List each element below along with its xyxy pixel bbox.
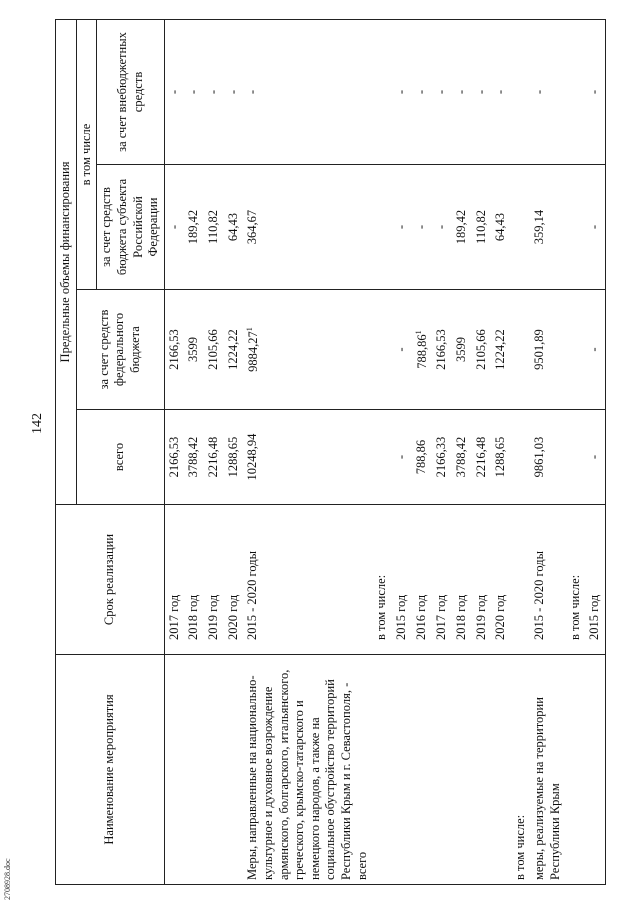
row-extra-cell-text: -	[473, 89, 488, 95]
footer-filename: 2708928.doc	[3, 858, 12, 900]
row-name-cell	[412, 655, 433, 885]
row-subject-cell	[224, 165, 244, 290]
row-extra-cell-text: -	[493, 89, 508, 95]
row-name-cell-text: меры, реализуемые на территории Республики Крым	[532, 697, 563, 880]
row-total-cell	[243, 410, 372, 505]
row-extra-cell-text: -	[434, 89, 449, 95]
row-extra-cell-text: -	[453, 89, 468, 95]
row-name-cell	[184, 655, 204, 885]
row-subject-cell	[164, 165, 184, 290]
row-extra-cell	[372, 19, 392, 164]
row-name-cell	[530, 655, 565, 885]
table-row	[224, 19, 244, 884]
row-extra-cell	[392, 19, 412, 164]
row-federal-cell	[491, 290, 511, 410]
row-total-cell	[412, 410, 433, 505]
row-federal-cell-text: 3599	[453, 337, 468, 362]
row-name-cell	[392, 655, 412, 885]
row-subject-cell	[412, 165, 433, 290]
row-extra-cell	[224, 19, 244, 164]
header-group: Предельные объемы финансирования	[56, 19, 77, 504]
row-federal-cell-text: -	[587, 347, 602, 352]
row-federal-cell-text: 1224,22	[493, 329, 508, 370]
row-term-cell-text: 2015 - 2020 годы	[532, 550, 547, 640]
row-extra-cell	[204, 19, 224, 164]
row-subject-cell-text: -	[393, 224, 408, 230]
row-federal-cell-text: 2105,66	[206, 329, 220, 370]
row-term-cell-text: 2017 год	[434, 594, 449, 640]
row-subject-cell	[184, 165, 204, 290]
header-federal: за счет средств федерального бюджета	[76, 290, 164, 410]
row-name-cell	[204, 655, 224, 885]
row-federal-cell	[530, 290, 565, 410]
row-federal-cell	[472, 290, 492, 410]
row-extra-cell	[511, 19, 531, 164]
row-total-cell-text: 1288,65	[225, 436, 240, 478]
row-federal-cell	[204, 290, 224, 410]
row-subject-cell	[566, 165, 586, 290]
row-name-cell	[491, 655, 511, 885]
table-row	[491, 19, 511, 884]
row-subject-cell	[452, 165, 472, 290]
row-total-cell-text: 3788,42	[186, 436, 201, 478]
row-federal-cell	[392, 290, 412, 410]
row-total-cell-text: -	[393, 454, 408, 460]
row-subject-cell	[585, 165, 605, 290]
row-total-cell-text: 3788,42	[453, 436, 468, 478]
row-term-cell-text: 2019 год	[473, 594, 488, 640]
row-extra-cell	[566, 19, 586, 164]
row-federal-cell-text: 9884,27	[246, 331, 261, 372]
row-total-cell-text: 1288,65	[493, 436, 508, 478]
row-name-cell	[585, 655, 605, 885]
header-subject: за счет средств бюджета субъекта Российской Федерации	[97, 165, 165, 290]
row-total-cell	[392, 410, 412, 505]
row-name-cell	[511, 655, 531, 885]
row-subject-cell-text: 64,43	[225, 212, 240, 242]
header-extra: за счет внебюджетных средств	[97, 19, 165, 164]
row-name-cell	[452, 655, 472, 885]
row-total-cell	[472, 410, 492, 505]
row-subject-cell	[372, 165, 392, 290]
table-row	[452, 19, 472, 884]
row-extra-cell	[412, 19, 433, 164]
row-federal-cell-text: 3599	[186, 337, 201, 362]
row-extra-cell-text: -	[393, 89, 408, 95]
table-row	[530, 19, 565, 884]
row-term-cell	[585, 505, 605, 655]
row-subject-cell-text: -	[587, 224, 602, 230]
row-term-cell	[392, 505, 412, 655]
row-term-cell-text: 2016 год	[413, 594, 428, 640]
row-term-cell	[491, 505, 511, 655]
row-term-cell	[164, 505, 184, 655]
row-name-cell	[243, 655, 372, 885]
row-total-cell	[511, 410, 531, 505]
row-term-cell	[224, 505, 244, 655]
table-row	[164, 19, 184, 884]
row-term-cell-text: 2017 год	[166, 594, 181, 640]
row-federal-cell	[243, 290, 372, 410]
row-total-cell-text: 2166,33	[434, 436, 449, 478]
row-federal-cell	[224, 290, 244, 410]
row-term-cell	[472, 505, 492, 655]
row-extra-cell	[243, 19, 372, 164]
row-name-cell	[432, 655, 452, 885]
row-subject-cell	[511, 165, 531, 290]
row-total-cell	[585, 410, 605, 505]
row-subject-cell	[204, 165, 224, 290]
table-row	[511, 19, 531, 884]
table-row	[372, 19, 392, 884]
table-row	[472, 19, 492, 884]
row-federal-cell	[184, 290, 204, 410]
row-term-cell-text: 2018 год	[453, 594, 468, 640]
row-term-cell-text: 2015 год	[393, 594, 408, 640]
row-federal-cell-text: 2166,53	[434, 329, 449, 370]
row-federal-cell	[372, 290, 392, 410]
row-total-cell-text: 2216,48	[473, 436, 488, 478]
row-subject-cell-text: -	[413, 224, 428, 230]
row-extra-cell	[452, 19, 472, 164]
row-total-cell-text: 788,86	[413, 439, 428, 475]
row-subject-cell	[530, 165, 565, 290]
row-total-cell-text: -	[587, 454, 602, 460]
row-total-cell	[204, 410, 224, 505]
row-name-cell	[164, 655, 184, 885]
row-federal-cell-text: -	[393, 347, 408, 352]
row-total-cell	[164, 410, 184, 505]
table-body	[164, 19, 605, 884]
header-name: Наименование мероприятия	[56, 655, 165, 885]
row-term-cell	[412, 505, 433, 655]
row-federal-cell	[432, 290, 452, 410]
row-total-cell-text: 2166,53	[166, 436, 181, 478]
row-term-cell-text: 2019 год	[206, 594, 220, 640]
row-total-cell	[224, 410, 244, 505]
row-term-cell-text: в том числе:	[567, 574, 582, 640]
row-federal-cell	[452, 290, 472, 410]
row-extra-cell-text: -	[186, 89, 201, 95]
header-term: Срок реализации	[56, 505, 165, 655]
row-subject-cell-text: 110,82	[206, 210, 220, 244]
row-subject-cell-text: 189,42	[453, 209, 468, 245]
row-federal-cell	[585, 290, 605, 410]
row-term-cell-text: 2015 - 2020 годы	[245, 550, 260, 640]
row-name-cell	[372, 655, 392, 885]
row-federal-cell-text: 2166,53	[166, 329, 181, 370]
row-name-cell	[224, 655, 244, 885]
row-total-cell	[530, 410, 565, 505]
row-total-cell-text: 2216,48	[206, 436, 220, 478]
row-subject-cell-text: 364,67	[245, 209, 260, 245]
row-term-cell	[372, 505, 392, 655]
table-row	[412, 19, 433, 884]
row-federal-cell-text: 788,86	[414, 334, 429, 369]
row-extra-cell	[491, 19, 511, 164]
row-extra-cell-text: -	[413, 89, 428, 95]
footnote-mark: 1	[413, 330, 423, 335]
row-extra-cell-text: -	[587, 89, 602, 95]
row-term-cell	[452, 505, 472, 655]
row-total-cell	[491, 410, 511, 505]
row-name-cell-text: в том числе:	[512, 814, 527, 880]
row-extra-cell-text: -	[245, 89, 260, 95]
row-subject-cell-text: 189,42	[186, 209, 201, 245]
page-number: 142	[30, 413, 45, 434]
row-extra-cell-text: -	[225, 89, 240, 95]
row-extra-cell	[164, 19, 184, 164]
row-extra-cell-text: -	[166, 89, 181, 95]
table-row	[243, 19, 372, 884]
row-subject-cell-text: 110,82	[473, 210, 488, 244]
row-subject-cell	[243, 165, 372, 290]
row-federal-cell-text: 2105,66	[473, 329, 488, 370]
row-term-cell-text: 2015 год	[587, 594, 602, 640]
row-term-cell	[566, 505, 586, 655]
table-row	[184, 19, 204, 884]
row-subject-cell	[392, 165, 412, 290]
row-extra-cell	[530, 19, 565, 164]
row-federal-cell	[566, 290, 586, 410]
table-row	[585, 19, 605, 884]
financing-table	[55, 19, 606, 885]
header-total: всего	[76, 410, 164, 505]
header-subgroup: в том числе	[76, 19, 97, 289]
row-total-cell-text: 9861,03	[532, 436, 547, 478]
row-federal-cell-text: 1224,22	[225, 329, 240, 370]
row-term-cell-text: в том числе:	[374, 574, 389, 640]
row-name-cell	[472, 655, 492, 885]
row-extra-cell	[472, 19, 492, 164]
row-term-cell	[184, 505, 204, 655]
table-row	[432, 19, 452, 884]
row-federal-cell-text: 9501,89	[532, 329, 547, 370]
row-term-cell	[432, 505, 452, 655]
row-subject-cell-text: -	[434, 224, 449, 230]
row-extra-cell-text: -	[532, 89, 547, 95]
row-term-cell-text: 2018 год	[186, 594, 201, 640]
row-term-cell	[530, 505, 565, 655]
row-extra-cell-text: -	[206, 89, 220, 95]
row-term-cell-text: 2020 год	[225, 594, 240, 640]
document-sheet	[55, 20, 602, 885]
row-federal-cell	[511, 290, 531, 410]
row-subject-cell-text: 64,43	[493, 212, 508, 242]
row-total-cell	[184, 410, 204, 505]
row-extra-cell	[585, 19, 605, 164]
row-name-cell-text: Меры, направленные на национально-культурное и духовное возрождение армянского, болгарского, итальянского, греческого, крымско-татарского и немецкого народов, а также на социальное обустройство территорий Республики Крым и г. Севастополя, - всего	[245, 669, 369, 880]
row-subject-cell-text: 359,14	[532, 209, 547, 245]
row-total-cell	[372, 410, 392, 505]
row-term-cell	[511, 505, 531, 655]
row-subject-cell	[491, 165, 511, 290]
row-extra-cell	[432, 19, 452, 164]
table-row	[392, 19, 412, 884]
row-subject-cell	[432, 165, 452, 290]
footnote-mark: 1	[245, 327, 255, 332]
row-total-cell	[566, 410, 586, 505]
row-extra-cell	[184, 19, 204, 164]
row-total-cell-text: 10248,94	[245, 433, 260, 481]
row-term-cell-text: 2020 год	[493, 594, 508, 640]
row-term-cell	[204, 505, 224, 655]
row-total-cell	[432, 410, 452, 505]
row-subject-cell	[472, 165, 492, 290]
table-row	[204, 19, 224, 884]
row-federal-cell	[412, 290, 433, 410]
row-term-cell	[243, 505, 372, 655]
row-subject-cell-text: -	[166, 224, 181, 230]
row-federal-cell	[164, 290, 184, 410]
row-total-cell	[452, 410, 472, 505]
table-row	[566, 19, 586, 884]
row-name-cell	[566, 655, 586, 885]
